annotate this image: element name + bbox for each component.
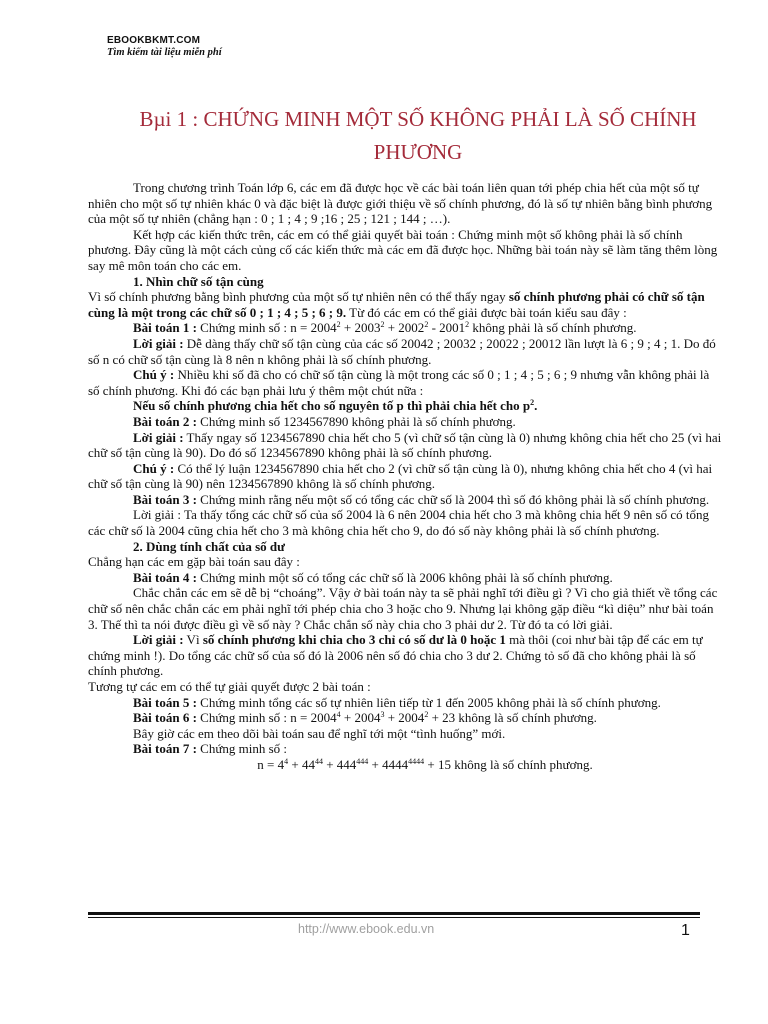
exponent: 3 [380, 710, 385, 720]
exponent: 2 [424, 710, 429, 720]
problem-label: Bài toán 1 : [133, 320, 197, 336]
section-1-heading: 1. Nhìn chữ số tận cùng [133, 273, 264, 289]
problem-label: Bài toán 5 : [133, 694, 197, 710]
note-2 [88, 461, 722, 492]
text-span: + 23 không là số chính phương. [428, 710, 597, 726]
text-span: Dễ dàng thấy chữ số tận cùng của các số 20042 ; 20032 ; 20022 ; 20012 lần lượt là 6 ; 9 ; 4 ; 1. Do đó số n có chữ số tận cùng là 8 nên n không phải là số chính phương. [88, 335, 716, 367]
text-span: Chứng minh một số có tổng các chữ số là 2006 không phải là số chính phương. [196, 569, 613, 585]
solution-label: Lời giải : [133, 335, 184, 351]
solution-label: Lời giải : [133, 429, 184, 445]
problem-3 [88, 492, 722, 508]
text-span: Chứng minh số : [196, 741, 288, 757]
page-number: 1 [681, 922, 690, 939]
exponent: 4 [284, 756, 289, 766]
problem-6 [88, 710, 722, 726]
key-property: số chính phương phải có chữ số tận cùng là một trong các chữ số 0 ; 1 ; 4 ; 5 ; 6 ; 9. [88, 289, 705, 320]
text-span: Có thể lý luận 1234567890 chia hết cho 2 (vì chữ số tận cùng là 0), nhưng không chia hết cho 4 (vì hai chữ số tận cùng là 90) nên 1234567890 không là số chính phương. [88, 460, 713, 492]
problem-5 [88, 695, 722, 711]
text-span: Từ đó các em có thể giải được bài toán kiểu sau đây : [346, 304, 627, 320]
text-span: + 15 không là số chính phương. [424, 756, 593, 772]
text-span: + 44 [288, 756, 315, 772]
text-span: mà thôi (coi như bài tập để các em tự chứng minh !). Do tổng các chữ số của số đó là 2006 nên số đó chia cho 3 dư 2. Chứng tỏ số đã cho không phải là số chính phương. [88, 632, 703, 679]
solution-1 [88, 336, 722, 367]
document-body [88, 180, 722, 773]
text-span: . [534, 398, 538, 414]
note-1 [88, 367, 722, 398]
note-label: Chú ý : [133, 367, 175, 383]
site-tagline: Tìm kiếm tài liệu miễn phí [107, 47, 222, 58]
problem-label: Bài toán 2 : [133, 413, 197, 429]
text-span: + 2003 [340, 320, 381, 336]
problem-7 [88, 741, 722, 757]
problem-label: Bài toán 6 : [133, 710, 197, 726]
page-title [88, 103, 748, 169]
solution-3: Lời giải : Ta thấy tổng các chữ số của số 2004 là 6 nên 2004 chia hết cho 3 mà không chia hết 9 nên số có tổng các chữ số là 2004 cũng chia hết cho 3 mà không chia hết cho 9, do đó số này không phải là số chính phương. [88, 507, 709, 539]
text-span: Chứng minh rằng nếu một số có tổng các chữ số là 2004 thì số đó không phải là số chính phương. [196, 491, 710, 507]
problem-label: Bài toán 3 : [133, 491, 197, 507]
text-span: Chứng minh số : n = 2004 [196, 320, 337, 336]
text-span: + 2004 [340, 710, 381, 726]
prime-rule [88, 398, 722, 414]
text-span: n = 4 [257, 756, 285, 772]
section-1-paragraph [88, 289, 722, 320]
similar-problems-intro: Tương tự các em có thể tự giải quyết được 2 bài toán : [88, 679, 371, 694]
problem-4-discussion: Chắc chắn các em sẽ dễ bị “choáng”. Vậy ở bài toán này ta sẽ phải nghĩ tới điều gì ? Vì cho giả thiết về tổng các chữ số nên chắc chắn các em phải nghĩ tới phép chia cho 3 hoặc cho 9. Nhưng lại không gặp điều “kì diệu” như bài toán 3. Thế thì ta nói được điều gì về số này ? Chắc chắn số này chia cho 3 phải dư 2. Từ đó ta có lời giải. [88, 585, 718, 632]
section-2-heading: 2. Dùng tính chất của số dư [133, 538, 285, 554]
intro-paragraph-2: Kết hợp các kiến thức trên, các em có thể giải quyết bài toán : Chứng minh một số không phải là số chính phương. Đây cũng là một cách củng cố các kiến thức mà các em đã được học. Những bài toán này sẽ làm tăng thêm lòng say mê môn toán cho các em. [88, 226, 718, 273]
footer-url[interactable]: http://www.ebook.edu.vn [298, 922, 435, 936]
intro-paragraph-1: Trong chương trình Toán lớp 6, các em đã được học về các bài toán liên quan tới phép chia hết của một số tự nhiên cho một số tự nhiên khác 0 và đặc biệt là được giới thiệu về số chính phương, đó là số tự nhiên bằng bình phương của một số tự nhiên (chẳng hạn : 0 ; 1 ; 4 ; 9 ;16 ; 25 ; 121 ; 144 ; …). [88, 180, 713, 227]
problem-4 [88, 570, 722, 586]
problem-7-formula [88, 757, 722, 773]
text-span: Vì [183, 632, 203, 648]
problem-label: Bài toán 4 : [133, 569, 197, 585]
text-span: Chứng minh số : n = 2004 [196, 710, 337, 726]
exponent: 4444 [408, 756, 425, 766]
text-span: + 2004 [384, 710, 425, 726]
site-header [107, 35, 222, 59]
footer-divider-thin [88, 917, 700, 918]
solution-4 [88, 632, 722, 679]
problem-2 [88, 414, 722, 430]
text-span: - 2001 [428, 320, 466, 336]
problem-1 [88, 320, 722, 336]
solution-label: Lời giải : [133, 632, 184, 648]
text-span: + 4444 [368, 756, 409, 772]
text-span: Nếu số chính phương chia hết cho số nguyên tố p thì phải chia hết cho p [133, 398, 531, 414]
exponent: 4 [336, 710, 341, 720]
text-span: + 2002 [384, 320, 425, 336]
exponent: 2 [424, 320, 429, 330]
footer-divider-thick [88, 912, 700, 915]
site-name: EBOOKBKMT.COM [107, 35, 201, 46]
exponent: 2 [465, 320, 470, 330]
text-span: Chứng minh tổng các số tự nhiên liên tiếp từ 1 đến 2005 không phải là số chính phương. [196, 694, 661, 710]
exponent: 2 [336, 320, 341, 330]
text-span: + 444 [322, 756, 357, 772]
text-span: Chứng minh số 1234567890 không phải là số chính phương. [196, 413, 516, 429]
note-label: Chú ý : [133, 460, 175, 476]
solution-2 [88, 430, 722, 461]
exponent: 444 [356, 756, 369, 766]
text-span: Thấy ngay số 1234567890 chia hết cho 5 (vì chữ số tận cùng là 0) nhưng không chia hết cho 25 (vì hai chữ số tận cùng là 90). Do đó số 1234567890 không phải là số chính phương. [88, 429, 722, 461]
problem-label: Bài toán 7 : [133, 741, 197, 757]
exponent: 2 [380, 320, 385, 330]
exponent: 2 [530, 398, 535, 408]
section-2-intro: Chẳng hạn các em gặp bài toán sau đây : [88, 554, 300, 570]
key-property: số chính phương khi chia cho 3 chỉ có số dư là 0 hoặc 1 [202, 632, 506, 648]
text-span: không phải là số chính phương. [469, 320, 637, 336]
text-span: Nhiều khi số đã cho có chữ số tận cùng là một trong các số 0 ; 1 ; 4 ; 5 ; 6 ; 9 nhưng vẫn không phải là số chính phương. Khi đó các bạn phải lưu ý thêm một chút nữa : [88, 367, 710, 398]
title-line-1: Bµi 1 : CHỨNG MINH MỘT SỐ KHÔNG PHẢI LÀ SỐ CHÍNH [139, 107, 697, 131]
title-line-2: PHƯƠNG [373, 140, 463, 164]
transition-paragraph: Bây giờ các em theo dõi bài toán sau để nghĩ tới một “tình huống” mới. [133, 725, 506, 741]
exponent: 44 [314, 756, 323, 766]
text-span: Vì số chính phương bằng bình phương của một số tự nhiên nên có thể thấy ngay [88, 289, 509, 305]
